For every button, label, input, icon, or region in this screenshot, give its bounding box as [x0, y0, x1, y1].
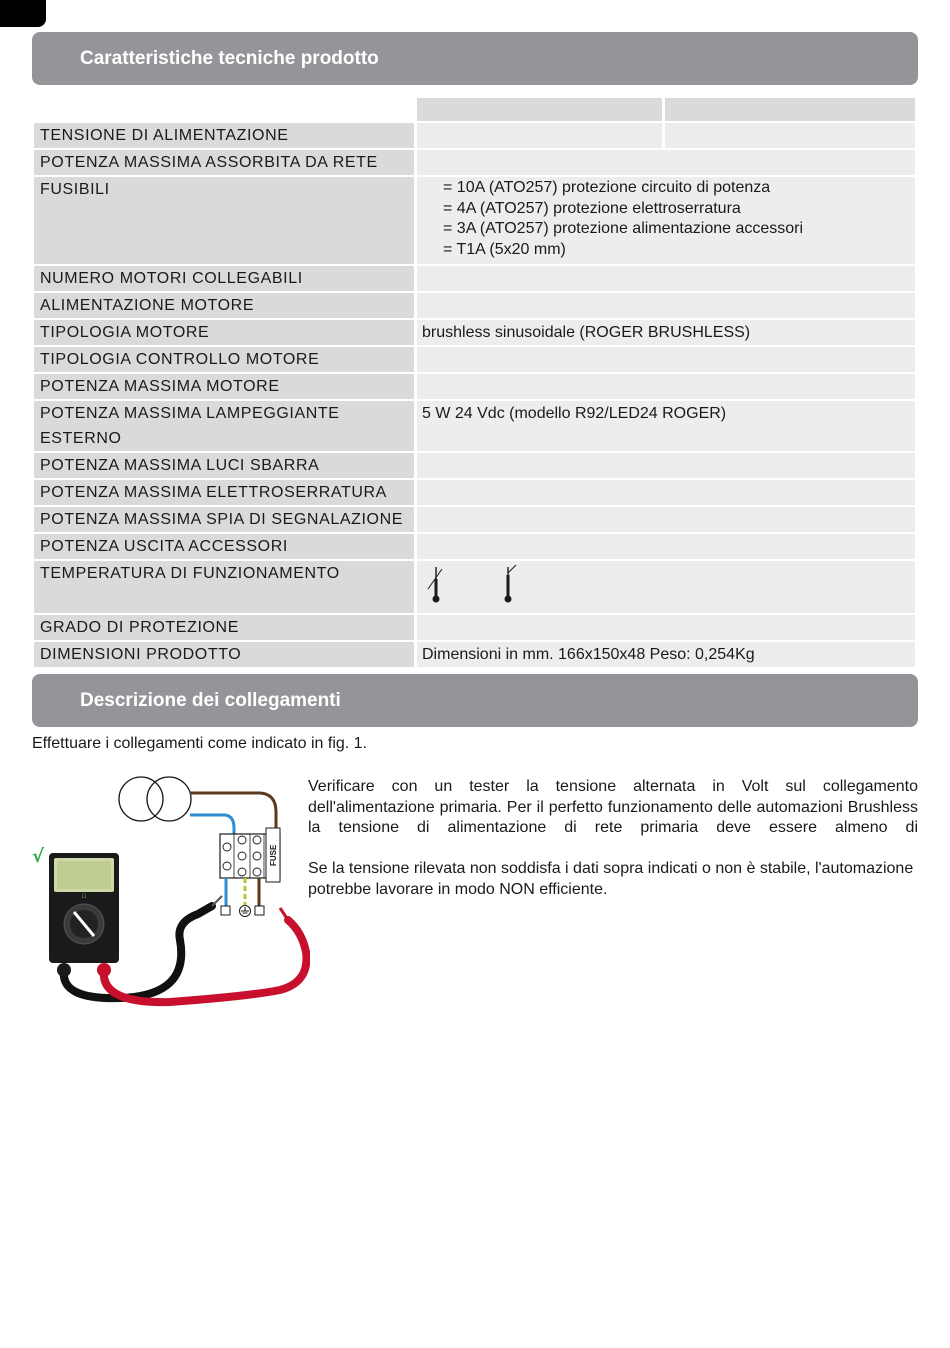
fuse-line: = T1A (5x20 mm)	[443, 240, 566, 258]
table-row	[34, 480, 915, 505]
spec-value	[417, 615, 915, 640]
spec-value	[417, 150, 915, 175]
spec-value: brushless sinusoidale (ROGER BRUSHLESS)	[417, 320, 915, 345]
meter-unit-label: Ω	[81, 893, 87, 900]
red-probe-lead	[104, 920, 307, 1002]
spec-label: ALIMENTAZIONE MOTORE	[34, 293, 417, 318]
table-row	[34, 347, 915, 372]
spec-value	[417, 374, 915, 399]
description-block	[308, 777, 918, 900]
spec-label: POTENZA MASSIMA ELETTROSERRATURA	[34, 480, 417, 505]
transformer-icon	[119, 777, 191, 821]
wiring-diagram	[30, 772, 310, 1012]
spec-value	[417, 507, 915, 532]
spec-value	[417, 534, 915, 559]
table-row	[34, 401, 915, 451]
spec-value	[417, 480, 915, 505]
spec-label: POTENZA MASSIMA MOTORE	[34, 374, 417, 399]
section-title: Caratteristiche tecniche prodotto	[80, 48, 379, 69]
spec-label: POTENZA MASSIMA LUCI SBARRA	[34, 453, 417, 478]
spec-label: TIPOLOGIA CONTROLLO MOTORE	[34, 347, 417, 372]
spec-label: NUMERO MOTORI COLLEGABILI	[34, 266, 417, 291]
fuse-label: FUSE	[269, 844, 278, 866]
table-row	[34, 374, 915, 399]
table-row	[34, 150, 915, 175]
spec-label: TENSIONE DI ALIMENTAZIONE	[34, 123, 417, 148]
thermometer-icons	[422, 561, 532, 605]
spec-value	[417, 347, 915, 372]
spec-value-fuses	[417, 177, 915, 264]
spec-label: GRADO DI PROTEZIONE	[34, 615, 417, 640]
terminal-block-icon	[220, 828, 280, 882]
section-header-technical	[32, 32, 918, 85]
spec-label: POTENZA MASSIMA SPIA DI SEGNALAZIONE	[34, 507, 417, 532]
table-row	[34, 615, 915, 640]
spec-value-temperature	[417, 561, 915, 613]
spec-label: POTENZA MASSIMA ASSORBITA DA RETE	[34, 150, 417, 175]
fuse-line: = 4A (ATO257) protezione elettroserratura	[443, 199, 741, 217]
section-title: Descrizione dei collegamenti	[80, 690, 341, 711]
spec-label: DIMENSIONI PRODOTTO	[34, 642, 417, 667]
table-row	[34, 293, 915, 318]
red-jack	[97, 963, 111, 977]
spec-label: TEMPERATURA DI FUNZIONAMENTO	[34, 561, 417, 613]
thermometer-icon	[505, 565, 517, 603]
spec-table	[34, 96, 915, 669]
table-row	[34, 320, 915, 345]
table-row	[34, 266, 915, 291]
description-paragraph: Verificare con un tester la tensione alternata in Volt sul collegamento dell'alimentazione primaria. Per il perfetto funzionamento delle automazioni Brushless la tensione di alimentazione di rete primaria deve essere almeno di	[308, 778, 918, 836]
table-header-row	[34, 98, 915, 121]
table-row	[34, 177, 915, 264]
fuse-line: = 10A (ATO257) protezione circuito di potenza	[443, 179, 771, 196]
multimeter-icon	[49, 853, 119, 963]
terminal	[255, 906, 264, 915]
table-row	[34, 453, 915, 478]
terminal	[221, 906, 230, 915]
spec-value	[417, 266, 915, 291]
spec-label: POTENZA USCITA ACCESSORI	[34, 534, 417, 559]
spec-value	[417, 453, 915, 478]
spec-label: FUSIBILI	[34, 177, 417, 264]
thermometer-icon	[428, 567, 442, 603]
red-probe-tip	[280, 908, 288, 920]
spec-value: Dimensioni in mm. 166x150x48 Peso: 0,254Kg	[417, 642, 915, 667]
earth-symbol-icon	[240, 906, 251, 917]
spec-value: 5 W 24 Vdc (modello R92/LED24 ROGER)	[417, 401, 915, 451]
spec-value	[417, 123, 665, 148]
spec-label: TIPOLOGIA MOTORE	[34, 320, 417, 345]
table-row	[34, 561, 915, 613]
table-row	[34, 507, 915, 532]
spec-value	[665, 123, 915, 148]
table-row	[34, 534, 915, 559]
table-row	[34, 123, 915, 148]
black-jack	[57, 963, 71, 977]
fuse-line: = 3A (ATO257) protezione alimentazione accessori	[443, 220, 804, 237]
black-probe-tip	[212, 896, 222, 906]
page-corner-tab	[0, 0, 46, 27]
blue-wire	[190, 815, 234, 834]
description-paragraph: Se la tensione rilevata non soddisfa i dati sopra indicati o non è stabile, l'automazione potrebbe lavorare in modo NON efficiente.	[308, 860, 914, 898]
spec-value	[417, 293, 915, 318]
check-mark-icon: √	[32, 846, 45, 867]
section-header-connections	[32, 674, 918, 727]
table-row	[34, 642, 915, 667]
spec-label: POTENZA MASSIMA LAMPEGGIANTE ESTERNO	[34, 401, 417, 451]
intro-text: Effettuare i collegamenti come indicato in fig. 1.	[32, 735, 367, 752]
